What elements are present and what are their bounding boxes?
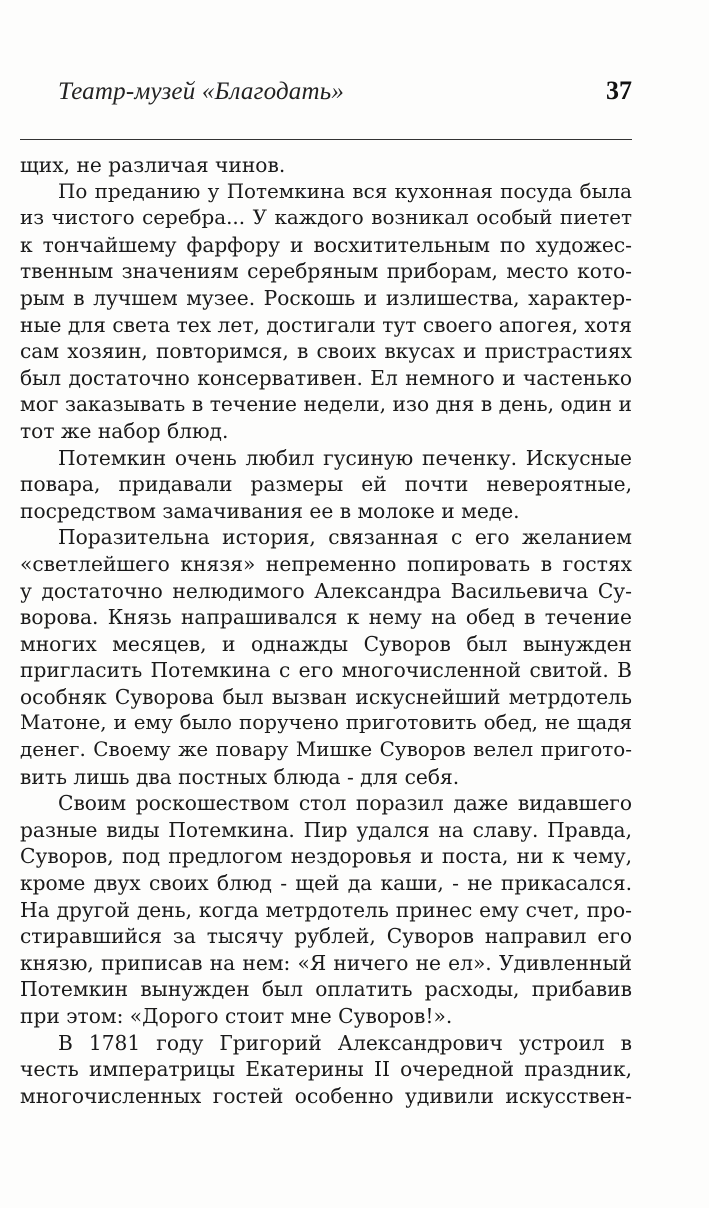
text-line: Потемкин очень любил гусиную печенку. Искусные xyxy=(58,445,632,470)
text-line: был достаточно консервативен. Ел немного и частенько xyxy=(20,365,632,390)
text-line: кроме двух своих блюд - щей да каши, - не прикасался. xyxy=(20,871,632,896)
text-line: ные для света тех лет, достигали тут своего апогея, хотя xyxy=(20,312,632,337)
text-line: Своим роскошеством стол поразил даже видавшего xyxy=(58,791,632,816)
text-line: денег. Своему же повару Мишке Суворов велел пригото- xyxy=(20,738,632,762)
text-line: Поразительна история, связанная с его желанием xyxy=(58,525,632,550)
text-line: Суворов, под предлогом нездоровья и поста, ни к чему, xyxy=(20,844,632,869)
header-rule xyxy=(20,139,632,140)
paragraph xyxy=(20,1030,632,1110)
running-title: Театр-музей «Благодать» xyxy=(58,78,345,105)
text-line: князю, приписав на нем: «Я ничего не ел». Удивленный xyxy=(20,950,632,975)
running-head xyxy=(58,74,632,114)
text-line: у достаточно нелюдимого Александра Васильевича Су- xyxy=(20,578,632,603)
text-line: посредством замачивания ее в молоке и меде. xyxy=(20,498,520,523)
paragraph xyxy=(20,445,632,525)
text-line: щих, не различая чинов. xyxy=(20,153,286,177)
text-line: сам хозяин, повторимся, в своих вкусах и пристрастиях xyxy=(20,339,632,364)
paragraph xyxy=(20,524,632,790)
text-line: ворова. Князь напрашивался к нему на обед в течение xyxy=(20,605,632,630)
text-line: В 1781 году Григорий Александрович устроил в xyxy=(58,1030,632,1055)
text-line: «светлейшего князя» непременно попировать в гостях xyxy=(20,551,632,576)
text-line: твенным значениям серебряным приборам, место кото- xyxy=(20,259,632,284)
text-line: Матоне, и ему было поручено приготовить обед, не щадя xyxy=(20,711,632,735)
text-line: По преданию у Потемкина вся кухонная посуда была xyxy=(58,179,632,203)
text-line: разные виды Потемкина. Пир удался на славу. Правда, xyxy=(20,817,632,842)
text-line: Потемкин вынужден был оплатить расходы, прибавив xyxy=(20,977,632,1002)
text-line: пригласить Потемкина с его многочисленной свитой. В xyxy=(20,658,632,683)
text-line: из чистого серебра... У каждого возникал особый пиетет xyxy=(20,206,632,230)
text-line: мог заказывать в течение недели, изо дня в день, один и xyxy=(20,392,632,417)
text-line: при этом: «Дорого стоит мне Суворов!». xyxy=(20,1004,453,1028)
body-text xyxy=(20,152,632,1109)
text-line: честь императрицы Екатерины II очередной праздник, xyxy=(20,1057,632,1082)
text-line: рым в лучшем музее. Роскошь и излишества, характер- xyxy=(20,285,632,310)
text-line: многочисленных гостей особенно удивили искусствен- xyxy=(20,1083,632,1108)
paragraph xyxy=(20,790,632,1029)
text-line: На другой день, когда метрдотель принес ему счет, про- xyxy=(20,897,632,922)
text-line: особняк Суворова был вызван искуснейший метрдотель xyxy=(20,684,632,709)
text-line: повара, придавали размеры ей почти невероятные, xyxy=(20,472,632,497)
text-line: к тончайшему фарфору и восхитительным по художес- xyxy=(20,232,632,257)
paragraph xyxy=(20,152,632,179)
page-number: 37 xyxy=(606,76,632,105)
text-line: вить лишь два постных блюда - для себя. xyxy=(20,764,460,789)
paragraph xyxy=(20,179,632,445)
text-line: стиравшийся за тысячу рублей, Суворов направил его xyxy=(20,924,632,949)
text-line: тот же набор блюд. xyxy=(20,418,229,443)
text-line: многих месяцев, и однажды Суворов был вынужден xyxy=(20,631,632,656)
